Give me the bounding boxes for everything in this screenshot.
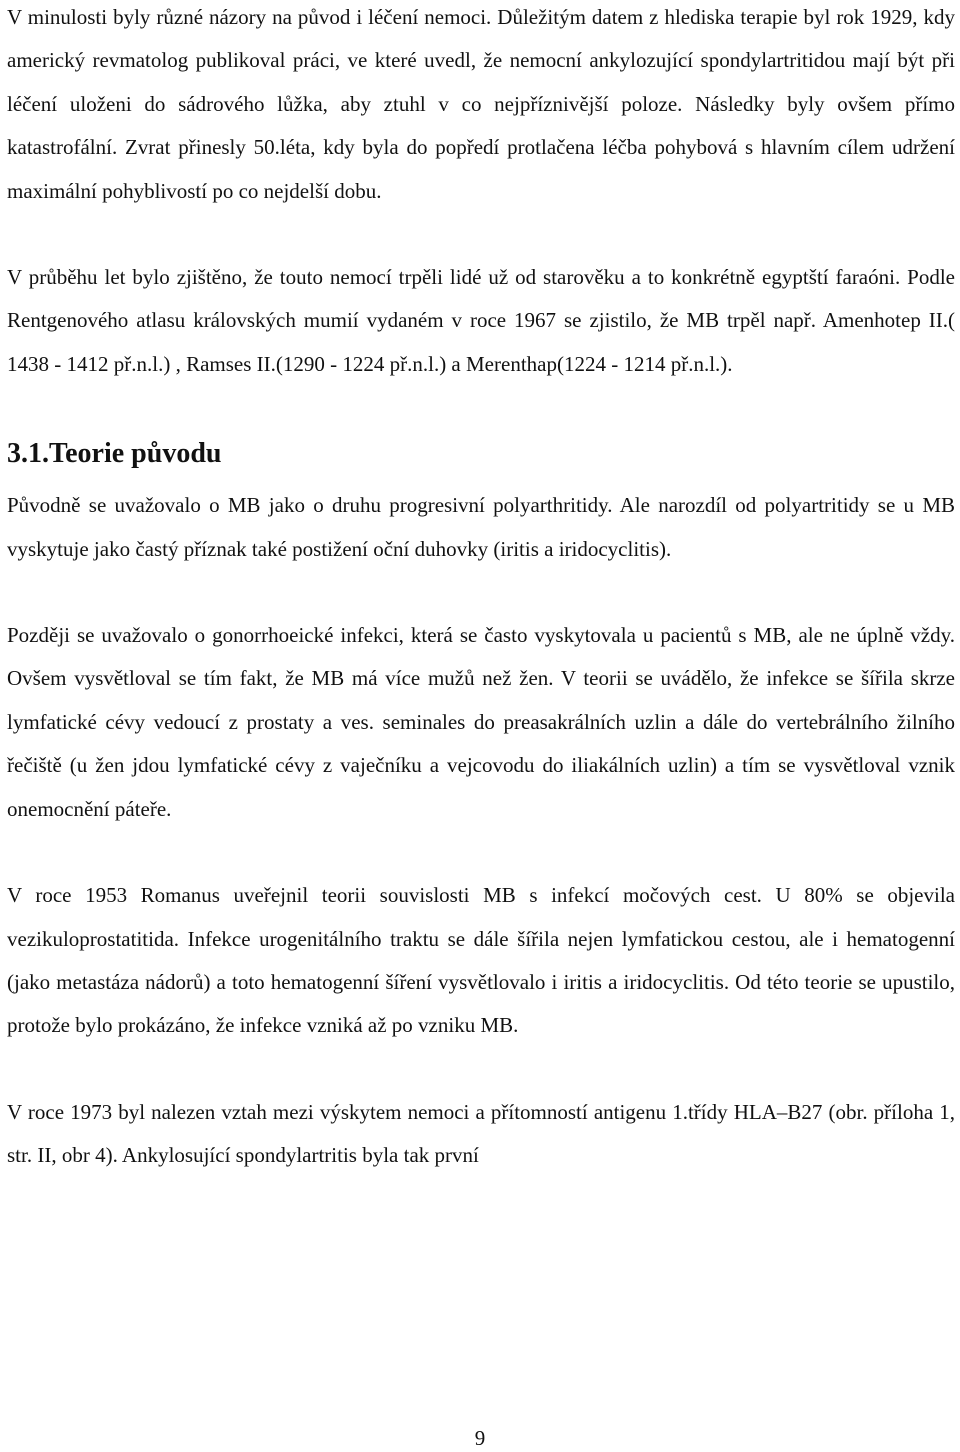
paragraph-history: V minulosti byly různé názory na původ i léčení nemoci. Důležitým datem z hlediska terapie byl rok 1929, kdy americký revmatolog publikoval práci, ve které uvedl, že nemocní ankylozující spondylartritidou mají být při léčení uloženi do sádrového lůžka, aby ztuhl v co nejpříznivější poloze. Následky byly ovšem přímo katastrofální. Zvrat přinesly 50.léta, kdy byla do popředí protlačena léčba pohybová s hlavním cílem udržení maximální pohyblivostí po co nejdelší dobu. xyxy=(7,5,955,203)
document-page xyxy=(7,0,955,1452)
paragraph-romanus: V roce 1953 Romanus uveřejnil teorii souvislosti MB s infekcí močových cest. U 80% se objevila vezikuloprostatitida. Infekce urogenitálního traktu se dále šířila nejen lymfatickou cestou, ale i hematogenní (jako metastáza nádorů) a toto hematogenní šíření vysvětlovalo i iritis a iridocyclitis. Od této teorie se upustilo, protože bylo prokázáno, že infekce vzniká až po vzniku MB. xyxy=(7,883,955,1038)
paragraph-gonorrhoea: Později se uvažovalo o gonorrhoeické infekci, která se často vyskytovala u pacientů s MB, ale ne úplně vždy. Ovšem vysvětloval se tím fakt, že MB má více mužů než žen. V teorii se uvádělo, že infekce se šířila skrze lymfatické cévy vedoucí z prostaty a ves. seminales do preasakrálních uzlin a dále do vertebrálního žilního řečiště (u žen jdou lymfatické cévy z vaječníku a vejcovodu do iliakálních uzlin) a tím se vysvětloval vznik onemocnění páteře. xyxy=(7,623,955,821)
page-number: 9 xyxy=(474,1426,486,1450)
section-heading: 3.1.Teorie původu xyxy=(7,438,222,470)
paragraph-hla-b27: V roce 1973 byl nalezen vztah mezi výskytem nemoci a přítomností antigenu 1.třídy HLA–B27 (obr. příloha 1, str. II, obr 4). Ankylosující spondylartritis byla tak první xyxy=(7,1099,955,1168)
paragraph-pharaohs: V průběhu let bylo zjištěno, že touto nemocí trpěli lidé už od starověku a to konkrétně egyptští faraóni. Podle Rentgenového atlasu královských mumií vydaném v roce 1967 se zjistilo, že MB trpěl např. Amenhotep II.( 1438 - 1412 př.n.l.) , Ramses II.(1290 - 1224 př.n.l.) a Merenthap(1224 - 1214 př.n.l.). xyxy=(7,265,955,376)
paragraph-polyarthritis: Původně se uvažovalo o MB jako o druhu progresivní polyarthritidy. Ale narozdíl od polyartritidy se u MB vyskytuje jako častý příznak také postižení oční duhovky (iritis a iridocyclitis). xyxy=(7,493,955,561)
